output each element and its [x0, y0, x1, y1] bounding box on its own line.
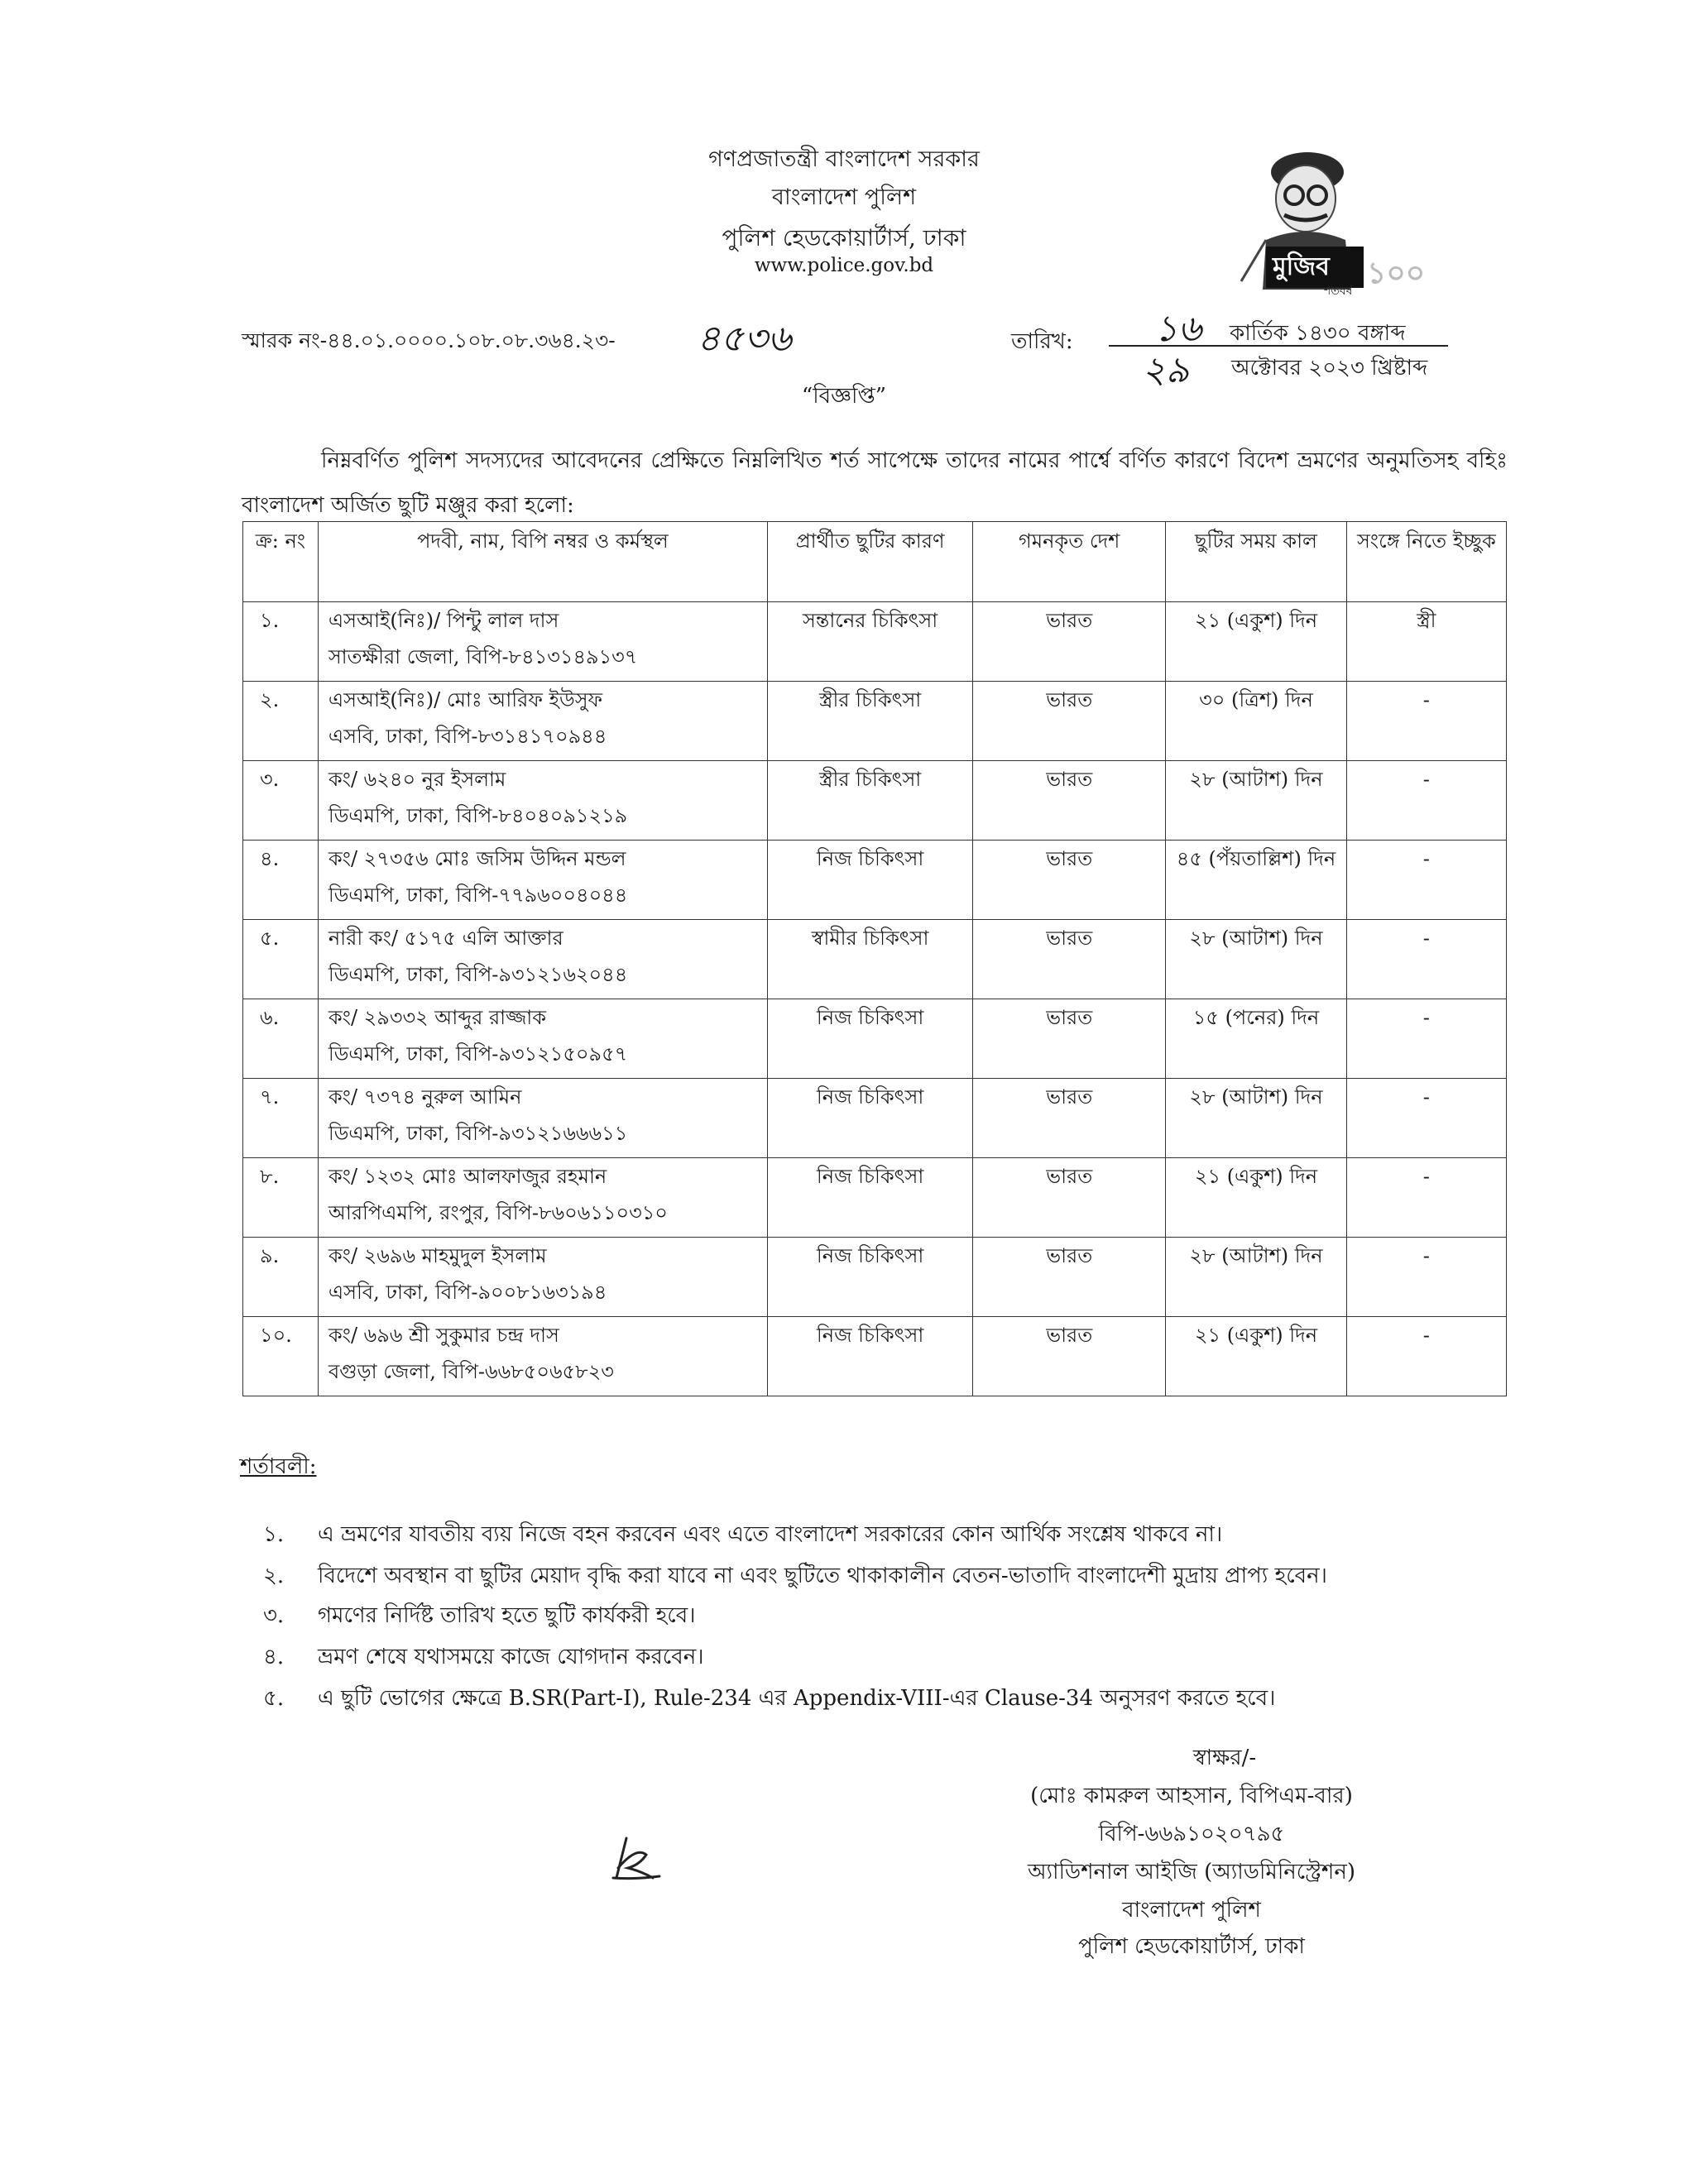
row-reason: স্ত্রীর চিকিৎসা — [768, 682, 973, 761]
row-sl: ৪. — [243, 841, 319, 920]
term-number: ২. — [263, 1564, 285, 1588]
row-reason: সন্তানের চিকিৎসা — [768, 602, 973, 682]
row-country: ভারত — [973, 1079, 1166, 1158]
signature-name: (মোঃ কামরুল আহসান, বিপিএম-বার) — [1030, 1784, 1353, 1808]
row-sl: ৩. — [243, 761, 319, 841]
row-name — [318, 1238, 767, 1317]
term-item — [263, 1640, 704, 1676]
row-name — [318, 841, 767, 920]
row-name — [318, 1317, 767, 1396]
row-period: ৩০ (ত্রিশ) দিন — [1166, 682, 1346, 761]
row-sl: ৮. — [243, 1158, 319, 1238]
row-country: ভারত — [973, 602, 1166, 682]
header-hq: পুলিশ হেডকোয়ার্টার্স, ঢাকা — [722, 224, 966, 251]
header-sl: ক্র: নং — [243, 522, 319, 602]
row-name-line1: কং/ ২৬৯৬ মাহমুদুল ইসলাম — [328, 1244, 547, 1267]
table-row — [243, 1238, 1507, 1317]
term-text: গমণের নির্দিষ্ট তারিখ হতে ছুটি কার্যকরী হবে। — [318, 1603, 696, 1628]
row-name-line2: ডিএমপি, ঢাকা, বিপি-৯৩১২১৬২০৪৪ — [328, 963, 628, 986]
date-gregorian: অক্টোবর ২০২৩ খ্রিষ্টাব্দ — [1231, 356, 1428, 381]
row-sl: ৫. — [243, 920, 319, 999]
row-country: ভারত — [973, 761, 1166, 841]
row-accompany: - — [1346, 841, 1506, 920]
row-country: ভারত — [973, 920, 1166, 999]
row-name-line2: ডিএমপি, ঢাকা, বিপি-৮৪০৪০৯১২১৯ — [328, 804, 628, 827]
row-reason: নিজ চিকিৎসা — [768, 1317, 973, 1396]
row-name-line1: কং/ ৭৩৭৪ নুরুল আমিন — [328, 1085, 522, 1109]
row-name-line2: সাতক্ষীরা জেলা, বিপি-৮৪১৩১৪৯১৩৭ — [328, 645, 638, 668]
row-sl: ২. — [243, 682, 319, 761]
row-name-line2: বগুড়া জেলা, বিপি-৬৬৮৫০৬৫৮২৩ — [328, 1360, 614, 1383]
notice-title: “বিজ্ঞপ্তি” — [801, 384, 887, 409]
row-name-line2: ডিএমপি, ঢাকা, বিপি-৯৩১২১৫০৯৫৭ — [328, 1042, 628, 1066]
row-accompany: - — [1346, 920, 1506, 999]
row-name — [318, 761, 767, 841]
row-accompany: - — [1346, 682, 1506, 761]
signature-bp: বিপি-৬৬৯১০২০৭৯৫ — [1098, 1822, 1285, 1846]
date-hand-gregorian: ২৯ — [1142, 349, 1190, 391]
table-row — [243, 1158, 1507, 1238]
memo-number: স্মারক নং-৪৪.০১.০০০০.১০৮.০৮.৩৬৪.২৩- — [242, 328, 616, 352]
table-header-row — [243, 522, 1507, 602]
table-row — [243, 1079, 1507, 1158]
row-reason: নিজ চিকিৎসা — [768, 999, 973, 1079]
handwritten-initial — [608, 1835, 666, 1885]
header-government: গণপ্রজাতন্ত্রী বাংলাদেশ সরকার — [708, 146, 980, 172]
row-sl: ১০. — [243, 1317, 319, 1396]
svg-text:১০০: ১০০ — [1367, 256, 1426, 290]
signature-office: পুলিশ হেডকোয়ার্টার্স, ঢাকা — [1078, 1934, 1305, 1959]
row-name-line2: ডিএমপি, ঢাকা, বিপি-৯৩১২১৬৬৬১১ — [328, 1122, 628, 1145]
row-sl: ৯. — [243, 1238, 319, 1317]
term-number: ৩. — [263, 1603, 285, 1628]
header-period: ছুটির সময় কাল — [1166, 522, 1346, 602]
term-item — [263, 1681, 1275, 1717]
intro-paragraph — [242, 438, 1508, 528]
header-police: বাংলাদেশ পুলিশ — [771, 184, 917, 210]
row-period: ২৮ (আটাশ) দিন — [1166, 1238, 1346, 1317]
header-country: গমনকৃত দেশ — [973, 522, 1166, 602]
row-country: ভারত — [973, 999, 1166, 1079]
row-period: ১৫ (পনের) দিন — [1166, 999, 1346, 1079]
row-name-line2: আরপিএমপি, রংপুর, বিপি-৮৬০৬১১০৩১০ — [328, 1201, 668, 1224]
term-text: এ ভ্রমণের যাবতীয় ব্যয় নিজে বহন করবেন এবং এতে বাংলাদেশ সরকারের কোন আর্থিক সংশ্লেষ থাকবে না। — [318, 1522, 1223, 1547]
signature-org: বাংলাদেশ পুলিশ — [1122, 1898, 1261, 1923]
mujib-borsho-logo — [1208, 149, 1489, 298]
row-reason: নিজ চিকিৎসা — [768, 841, 973, 920]
term-item — [263, 1517, 1222, 1554]
leave-table — [242, 521, 1507, 1396]
table-row — [243, 920, 1507, 999]
term-item — [263, 1559, 1327, 1595]
row-name-line1: কং/ ৬২৪০ নুর ইসলাম — [328, 768, 506, 791]
row-period: ২১ (একুশ) দিন — [1166, 602, 1346, 682]
row-accompany: স্ত্রী — [1346, 602, 1506, 682]
row-period: ২৮ (আটাশ) দিন — [1166, 1079, 1346, 1158]
row-accompany: - — [1346, 1317, 1506, 1396]
row-period: ২৮ (আটাশ) দিন — [1166, 920, 1346, 999]
row-sl: ৭. — [243, 1079, 319, 1158]
table-row — [243, 761, 1507, 841]
row-reason: নিজ চিকিৎসা — [768, 1238, 973, 1317]
row-accompany: - — [1346, 999, 1506, 1079]
table-row — [243, 602, 1507, 682]
row-name-line1: নারী কং/ ৫১৭৫ এলি আক্তার — [328, 927, 563, 950]
row-reason: নিজ চিকিৎসা — [768, 1158, 973, 1238]
row-name-line1: কং/ ৬৯৬ শ্রী সুকুমার চন্দ্র দাস — [328, 1324, 559, 1347]
date-hand-bangla: ১৬ — [1154, 308, 1202, 350]
row-name — [318, 1158, 767, 1238]
row-accompany: - — [1346, 1158, 1506, 1238]
row-name-line1: কং/ ২৭৩৫৬ মোঃ জসিম উদ্দিন মন্ডল — [328, 847, 626, 870]
row-period: ২৮ (আটাশ) দিন — [1166, 761, 1346, 841]
table-row — [243, 841, 1507, 920]
row-country: ভারত — [973, 1158, 1166, 1238]
row-name-line2: এসবি, ঢাকা, বিপি-৮৩১৪১৭০৯৪৪ — [328, 725, 607, 748]
memo-number-handwritten: ৪৫৩৬ — [697, 318, 792, 360]
row-country: ভারত — [973, 841, 1166, 920]
signature-signed: স্বাক্ষর/- — [1192, 1746, 1257, 1770]
intro-text: নিম্নবর্ণিত পুলিশ সদস্যদের আবেদনের প্রেক্ষিতে নিম্নলিখিত শর্ত সাপেক্ষে তাদের নামের পার্শ্বে বর্ণিত কারণে বিদেশ ভ্রমণের অনুমতিসহ বহিঃ বাংলাদেশ অর্জিত ছুটি মঞ্জুর করা হলো: — [242, 448, 1508, 518]
table-row — [243, 682, 1507, 761]
row-name — [318, 999, 767, 1079]
term-number: ১. — [263, 1522, 285, 1547]
header-accompany: সংঙ্গে নিতে ইচ্ছুক — [1346, 522, 1506, 602]
row-name — [318, 602, 767, 682]
term-number: ৪. — [263, 1645, 285, 1669]
row-name — [318, 920, 767, 999]
term-item — [263, 1598, 696, 1635]
row-reason: স্বামীর চিকিৎসা — [768, 920, 973, 999]
term-number: ৫. — [263, 1686, 285, 1711]
date-label: তারিখ: — [1011, 329, 1073, 354]
row-country: ভারত — [973, 1238, 1166, 1317]
svg-text:শতবর্ষ: শতবর্ষ — [1324, 285, 1353, 298]
row-name-line1: কং/ ১২৩২ মোঃ আলফাজুর রহমান — [328, 1165, 607, 1188]
signature-designation: অ্যাডিশনাল আইজি (অ্যাডমিনিস্ট্রেশন) — [1028, 1860, 1355, 1885]
date-bangla: কার্তিক ১৪৩০ বঙ্গাব্দ — [1230, 321, 1406, 346]
row-period: ২১ (একুশ) দিন — [1166, 1317, 1346, 1396]
row-period: ৪৫ (পঁয়তাল্লিশ) দিন — [1166, 841, 1346, 920]
table-row — [243, 999, 1507, 1079]
row-accompany: - — [1346, 1079, 1506, 1158]
row-name-line2: এসবি, ঢাকা, বিপি-৯০০৮১৬৩১৯৪ — [328, 1281, 607, 1304]
term-text: ভ্রমণ শেষে যথাসময়ে কাজে যোগদান করবেন। — [318, 1645, 704, 1669]
row-sl: ১. — [243, 602, 319, 682]
row-country: ভারত — [973, 1317, 1166, 1396]
row-reason: নিজ চিকিৎসা — [768, 1079, 973, 1158]
row-name-line1: এসআই(নিঃ)/ মোঃ আরিফ ইউসুফ — [328, 688, 603, 711]
row-name — [318, 1079, 767, 1158]
row-accompany: - — [1346, 1238, 1506, 1317]
header-website: www.police.gov.bd — [754, 255, 934, 276]
row-name-line1: এসআই(নিঃ)/ পিন্টু লাল দাস — [328, 609, 559, 632]
row-period: ২১ (একুশ) দিন — [1166, 1158, 1346, 1238]
row-reason: স্ত্রীর চিকিৎসা — [768, 761, 973, 841]
row-sl: ৬. — [243, 999, 319, 1079]
row-name-line2: ডিএমপি, ঢাকা, বিপি-৭৭৯৬০০৪০৪৪ — [328, 884, 628, 907]
header-name: পদবী, নাম, বিপি নম্বর ও কর্মস্থল — [318, 522, 767, 602]
table-row — [243, 1317, 1507, 1396]
row-name-line1: কং/ ২৯৩৩২ আব্দুর রাজ্জাক — [328, 1006, 547, 1029]
row-name — [318, 682, 767, 761]
term-text: এ ছুটি ভোগের ক্ষেত্রে B.SR(Part-I), Rule-234 এর Appendix-VIII-এর Clause-34 অনুসরণ করতে হবে। — [318, 1686, 1276, 1711]
row-country: ভারত — [973, 682, 1166, 761]
svg-text:মুজিব: মুজিব — [1273, 252, 1330, 281]
row-accompany: - — [1346, 761, 1506, 841]
terms-title: শর্তাবলী: — [240, 1454, 317, 1479]
term-text: বিদেশে অবস্থান বা ছুটির মেয়াদ বৃদ্ধি করা যাবে না এবং ছুটিতে থাকাকালীন বেতন-ভাতাদি বাংলাদেশী মুদ্রায় প্রাপ্য হবেন। — [318, 1564, 1327, 1588]
header-reason: প্রার্থীত ছুটির কারণ — [768, 522, 973, 602]
